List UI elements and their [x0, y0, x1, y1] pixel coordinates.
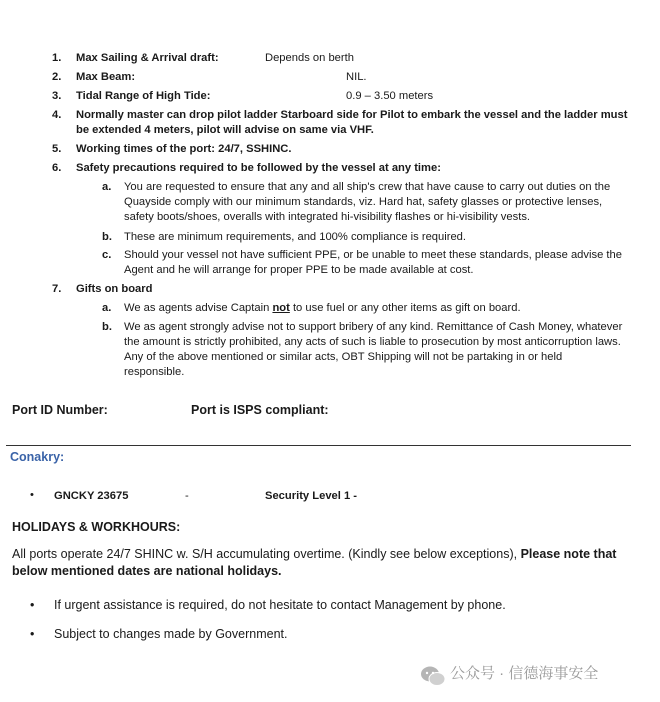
item-4-text: Normally master can drop pilot ladder Starboard side for Pilot to embark the vessel and the ladder must be extended 4 meters, pilot will advise on same via VHF.	[76, 109, 628, 136]
port-bullet: •	[30, 489, 34, 501]
item-3-label: Tidal Range of High Tide:	[76, 90, 211, 102]
gifts-a-letter: a.	[102, 302, 112, 314]
safety-c-text: Should your vessel not have sufficient PPE, or be unable to meet these standards, please advise the Agent and he will arrange for proper PPE to be made available at cost.	[124, 249, 622, 276]
security-level: Security Level 1 -	[265, 490, 358, 502]
holidays-heading: HOLIDAYS & WORKHOURS:	[12, 520, 181, 534]
watermark-text: 公众号 · 信德海事安全	[450, 665, 599, 682]
section-divider	[6, 445, 631, 446]
holiday-bullet-1: If urgent assistance is required, do not hesitate to contact Management by phone.	[54, 598, 506, 612]
safety-c-letter: c.	[102, 249, 112, 261]
item-4-number: 4.	[52, 109, 62, 121]
item-2-number: 2.	[52, 71, 62, 83]
item-1-label: Max Sailing & Arrival draft:	[76, 52, 219, 64]
item-5-number: 5.	[52, 143, 62, 155]
gifts-a-text: We as agents advise Captain not to use fuel or any other items as gift on board.	[124, 302, 521, 314]
item-1-number: 1.	[52, 52, 62, 64]
safety-a-letter: a.	[102, 181, 112, 193]
item-7-text: Gifts on board	[76, 283, 153, 295]
item-3-number: 3.	[52, 90, 62, 102]
holiday-bullet-2-marker: •	[30, 627, 35, 641]
holiday-bullet-1-marker: •	[30, 598, 35, 612]
safety-b-letter: b.	[102, 231, 112, 243]
item-6-text: Safety precautions required to be followed by the vessel at any time:	[76, 162, 441, 174]
gifts-b-text: We as agent strongly advise not to support bribery of any kind. Remittance of Cash Money, whatever the amount is strictly prohibited, any acts of such is liable to prosecution by most anticorruption laws. Any of the above mentioned or similar acts, OBT Shipping will not be partaking in or held responsible.	[124, 321, 623, 378]
holidays-paragraph: All ports operate 24/7 SHINC w. S/H accumulating overtime. (Kindly see below exceptions), Please note that below mentioned dates are national holidays.	[12, 547, 617, 578]
safety-a-text: You are requested to ensure that any and all ship's crew that have cause to carry out duties on the Quayside comply with our minimum standards, viz. Hard hat, safety glasses or protective lenses, safety boots/shoes, overalls with integrated hi-visibility flashes or hi-visibility vests.	[124, 181, 611, 223]
item-6-number: 6.	[52, 162, 62, 174]
safety-b-text: These are minimum requirements, and 100% compliance is required.	[124, 231, 466, 243]
item-7-number: 7.	[52, 283, 62, 295]
item-3-value: 0.9 – 3.50 meters	[346, 90, 434, 102]
item-5-text: Working times of the port: 24/7, SSHINC.	[76, 143, 292, 155]
item-2-label: Max Beam:	[76, 71, 136, 83]
port-name: Conakry:	[10, 450, 65, 464]
item-2-value: NIL.	[346, 71, 367, 83]
port-code-dash: -	[185, 490, 189, 502]
gifts-b-letter: b.	[102, 321, 112, 333]
port-id-label: Port ID Number:	[12, 403, 108, 417]
wechat-icon	[420, 665, 446, 687]
isps-label: Port is ISPS compliant:	[191, 403, 329, 417]
holiday-bullet-2: Subject to changes made by Government.	[54, 627, 288, 641]
item-1-value: Depends on berth	[265, 52, 354, 64]
port-code: GNCKY 23675	[54, 490, 129, 502]
